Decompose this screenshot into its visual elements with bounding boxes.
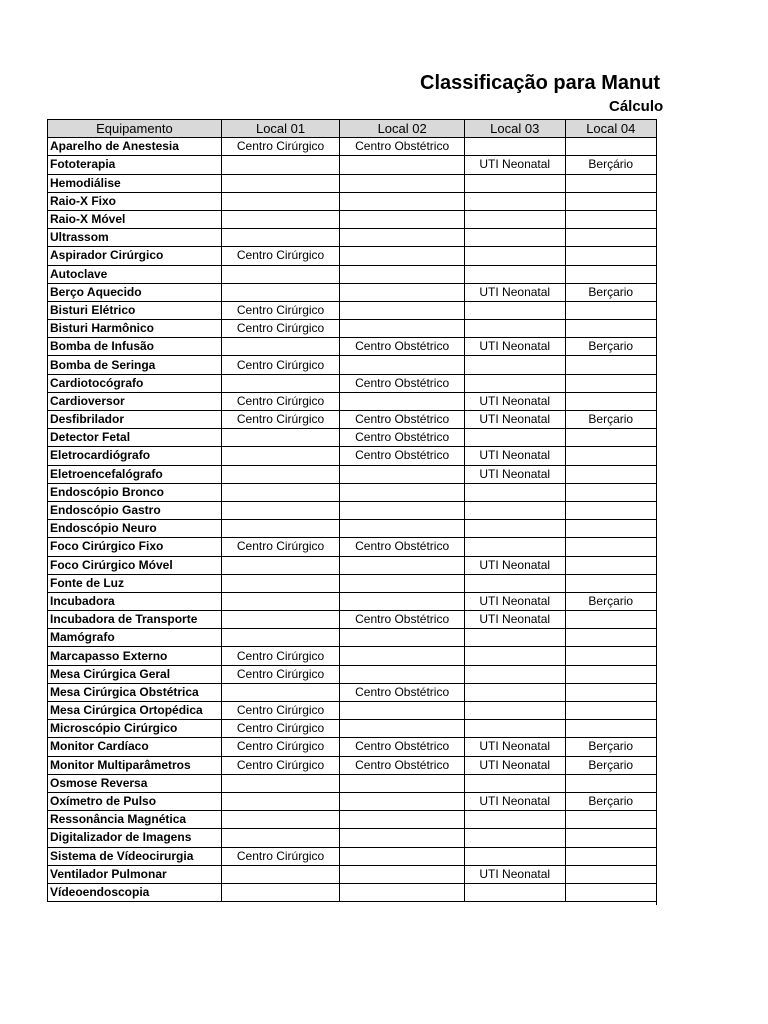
equipment-cell[interactable]: Marcapasso Externo: [48, 647, 222, 665]
page-title: Classificação para Manut: [420, 72, 661, 94]
table-row: [48, 265, 657, 283]
local-cell-04[interactable]: [565, 683, 656, 701]
local-cell-01[interactable]: [221, 574, 340, 592]
equipment-cell[interactable]: Monitor Cardíaco: [48, 738, 222, 756]
local-cell-01[interactable]: [221, 374, 340, 392]
equipment-cell[interactable]: Ressonância Magnética: [48, 811, 222, 829]
local-cell-02[interactable]: Centro Obstétrico: [340, 611, 465, 629]
equipment-cell[interactable]: Fonte de Luz: [48, 574, 222, 592]
local-cell-02[interactable]: [340, 702, 465, 720]
table-row: [48, 665, 657, 683]
local-cell-01[interactable]: Centro Cirúrgico: [221, 702, 340, 720]
local-cell-03[interactable]: [464, 847, 565, 865]
equipment-cell[interactable]: Foco Cirúrgico Móvel: [48, 556, 222, 574]
local-cell-02[interactable]: [340, 283, 465, 301]
local-cell-02[interactable]: Centro Obstétrico: [340, 447, 465, 465]
local-cell-03[interactable]: [464, 647, 565, 665]
equipment-cell[interactable]: Bisturi Harmônico: [48, 320, 222, 338]
local-cell-02[interactable]: [340, 720, 465, 738]
table-header-row: [48, 120, 657, 138]
local-cell-02[interactable]: [340, 520, 465, 538]
local-cell-01[interactable]: Centro Cirúrgico: [221, 647, 340, 665]
equipment-cell[interactable]: Endoscópio Neuro: [48, 520, 222, 538]
local-cell-03[interactable]: UTI Neonatal: [464, 447, 565, 465]
local-cell-03[interactable]: [464, 501, 565, 519]
header-local-01[interactable]: Local 01: [221, 120, 340, 138]
local-cell-04[interactable]: [565, 356, 656, 374]
local-cell-04[interactable]: [565, 720, 656, 738]
local-cell-03[interactable]: [464, 429, 565, 447]
local-cell-03[interactable]: [464, 301, 565, 319]
local-cell-01[interactable]: [221, 265, 340, 283]
local-cell-03[interactable]: [464, 538, 565, 556]
local-cell-02[interactable]: Centro Obstétrico: [340, 411, 465, 429]
local-cell-03[interactable]: [464, 574, 565, 592]
table-row: [48, 138, 657, 156]
equipment-cell[interactable]: Endoscópio Gastro: [48, 501, 222, 519]
local-cell-01[interactable]: [221, 447, 340, 465]
local-cell-03[interactable]: [464, 356, 565, 374]
equipment-cell[interactable]: Raio-X Móvel: [48, 210, 222, 228]
table-row: [48, 247, 657, 265]
local-cell-01[interactable]: Centro Cirúrgico: [221, 738, 340, 756]
table-row: [48, 756, 657, 774]
table-row: [48, 174, 657, 192]
local-cell-02[interactable]: [340, 247, 465, 265]
equipment-cell[interactable]: Cardiotocógrafo: [48, 374, 222, 392]
local-cell-02[interactable]: [340, 665, 465, 683]
local-cell-02[interactable]: [340, 210, 465, 228]
equipment-cell[interactable]: Eletrocardiógrafo: [48, 447, 222, 465]
local-cell-01[interactable]: Centro Cirúrgico: [221, 392, 340, 410]
local-cell-02[interactable]: [340, 265, 465, 283]
local-cell-03[interactable]: UTI Neonatal: [464, 338, 565, 356]
equipment-cell[interactable]: Raio-X Fixo: [48, 192, 222, 210]
local-cell-04[interactable]: [565, 629, 656, 647]
local-cell-03[interactable]: [464, 174, 565, 192]
local-cell-04[interactable]: [565, 556, 656, 574]
local-cell-01[interactable]: [221, 811, 340, 829]
equipment-cell[interactable]: Detector Fetal: [48, 429, 222, 447]
local-cell-02[interactable]: [340, 392, 465, 410]
local-cell-02[interactable]: Centro Obstétrico: [340, 683, 465, 701]
local-cell-04[interactable]: Berçario: [565, 756, 656, 774]
table-row: [48, 392, 657, 410]
table-row: [48, 629, 657, 647]
local-cell-03[interactable]: UTI Neonatal: [464, 556, 565, 574]
local-cell-01[interactable]: [221, 174, 340, 192]
local-cell-04[interactable]: [565, 210, 656, 228]
local-cell-03[interactable]: [464, 665, 565, 683]
equipment-cell[interactable]: Desfibrilador: [48, 411, 222, 429]
header-local-04[interactable]: Local 04: [565, 120, 656, 138]
local-cell-03[interactable]: [464, 483, 565, 501]
local-cell-04[interactable]: Berçario: [565, 283, 656, 301]
table-row: [48, 520, 657, 538]
table-row: [48, 411, 657, 429]
table-row: [48, 338, 657, 356]
local-cell-03[interactable]: [464, 192, 565, 210]
local-cell-04[interactable]: [565, 192, 656, 210]
table-row: [48, 847, 657, 865]
local-cell-02[interactable]: [340, 811, 465, 829]
local-cell-03[interactable]: [464, 265, 565, 283]
local-cell-02[interactable]: Centro Obstétrico: [340, 374, 465, 392]
local-cell-03[interactable]: [464, 720, 565, 738]
local-cell-04[interactable]: Berçario: [565, 411, 656, 429]
table-row: [48, 483, 657, 501]
local-cell-04[interactable]: [565, 811, 656, 829]
local-cell-04[interactable]: [565, 174, 656, 192]
local-cell-03[interactable]: [464, 247, 565, 265]
local-cell-02[interactable]: [340, 174, 465, 192]
table-row: [48, 465, 657, 483]
local-cell-04[interactable]: Berçario: [565, 592, 656, 610]
table-row: [48, 592, 657, 610]
equipment-cell[interactable]: Ventilador Pulmonar: [48, 865, 222, 883]
local-cell-01[interactable]: [221, 556, 340, 574]
local-cell-01[interactable]: Centro Cirúrgico: [221, 720, 340, 738]
local-cell-02[interactable]: [340, 192, 465, 210]
local-cell-01[interactable]: [221, 192, 340, 210]
local-cell-04[interactable]: [565, 374, 656, 392]
equipment-cell[interactable]: Cardioversor: [48, 392, 222, 410]
local-cell-01[interactable]: [221, 501, 340, 519]
local-cell-01[interactable]: [221, 429, 340, 447]
local-cell-01[interactable]: Centro Cirúrgico: [221, 538, 340, 556]
table-body: [48, 138, 657, 902]
local-cell-04[interactable]: [565, 883, 656, 901]
local-cell-01[interactable]: [221, 483, 340, 501]
local-cell-01[interactable]: [221, 283, 340, 301]
local-cell-02[interactable]: Centro Obstétrico: [340, 338, 465, 356]
local-cell-04[interactable]: [565, 647, 656, 665]
local-cell-02[interactable]: [340, 647, 465, 665]
local-cell-02[interactable]: [340, 865, 465, 883]
table-row: [48, 156, 657, 174]
local-cell-04[interactable]: [565, 392, 656, 410]
local-cell-01[interactable]: Centro Cirúrgico: [221, 665, 340, 683]
local-cell-02[interactable]: [340, 829, 465, 847]
local-cell-02[interactable]: [340, 320, 465, 338]
table-row: [48, 720, 657, 738]
equipment-cell[interactable]: Bisturi Elétrico: [48, 301, 222, 319]
equipment-cell[interactable]: Aparelho de Anestesia: [48, 138, 222, 156]
local-cell-03[interactable]: [464, 229, 565, 247]
local-cell-04[interactable]: [565, 538, 656, 556]
table-row: [48, 811, 657, 829]
local-cell-04[interactable]: [565, 447, 656, 465]
table-row: [48, 738, 657, 756]
equipment-cell[interactable]: Monitor Multiparâmetros: [48, 756, 222, 774]
local-cell-04[interactable]: [565, 320, 656, 338]
table-row: [48, 301, 657, 319]
local-cell-03[interactable]: UTI Neonatal: [464, 738, 565, 756]
table-row: [48, 556, 657, 574]
table-row: [48, 829, 657, 847]
table-row: [48, 447, 657, 465]
local-cell-04[interactable]: [565, 520, 656, 538]
local-cell-01[interactable]: [221, 829, 340, 847]
local-cell-04[interactable]: [565, 247, 656, 265]
local-cell-01[interactable]: [221, 592, 340, 610]
local-cell-03[interactable]: UTI Neonatal: [464, 465, 565, 483]
local-cell-04[interactable]: [565, 229, 656, 247]
equipment-table: [47, 119, 657, 902]
local-cell-04[interactable]: [565, 611, 656, 629]
equipment-cell[interactable]: Eletroencefalógrafo: [48, 465, 222, 483]
local-cell-03[interactable]: [464, 210, 565, 228]
local-cell-01[interactable]: [221, 465, 340, 483]
equipment-cell[interactable]: Aspirador Cirúrgico: [48, 247, 222, 265]
local-cell-02[interactable]: [340, 356, 465, 374]
table-row: [48, 229, 657, 247]
equipment-cell[interactable]: Hemodiálise: [48, 174, 222, 192]
page-subtitle: Cálculo: [609, 98, 664, 115]
local-cell-03[interactable]: [464, 883, 565, 901]
table-row: [48, 683, 657, 701]
header-equipamento[interactable]: Equipamento: [48, 120, 222, 138]
local-cell-03[interactable]: [464, 138, 565, 156]
local-cell-03[interactable]: [464, 702, 565, 720]
equipment-cell[interactable]: Fototerapia: [48, 156, 222, 174]
local-cell-03[interactable]: [464, 629, 565, 647]
local-cell-03[interactable]: UTI Neonatal: [464, 865, 565, 883]
local-cell-02[interactable]: Centro Obstétrico: [340, 138, 465, 156]
local-cell-03[interactable]: UTI Neonatal: [464, 592, 565, 610]
local-cell-03[interactable]: UTI Neonatal: [464, 283, 565, 301]
equipment-cell[interactable]: Mesa Cirúrgica Obstétrica: [48, 683, 222, 701]
equipment-cell[interactable]: Microscópio Cirúrgico: [48, 720, 222, 738]
table-row: [48, 320, 657, 338]
local-cell-03[interactable]: UTI Neonatal: [464, 756, 565, 774]
local-cell-02[interactable]: [340, 483, 465, 501]
local-cell-01[interactable]: Centro Cirúrgico: [221, 756, 340, 774]
table-row: [48, 647, 657, 665]
local-cell-02[interactable]: [340, 847, 465, 865]
local-cell-01[interactable]: Centro Cirúrgico: [221, 301, 340, 319]
local-cell-04[interactable]: [565, 847, 656, 865]
local-cell-01[interactable]: [221, 774, 340, 792]
local-cell-04[interactable]: [565, 829, 656, 847]
local-cell-04[interactable]: [565, 702, 656, 720]
local-cell-01[interactable]: Centro Cirúrgico: [221, 356, 340, 374]
equipment-cell[interactable]: Vídeoendoscopia: [48, 883, 222, 901]
equipment-cell[interactable]: Mesa Cirúrgica Ortopédica: [48, 702, 222, 720]
local-cell-03[interactable]: UTI Neonatal: [464, 792, 565, 810]
local-cell-04[interactable]: Berçário: [565, 156, 656, 174]
table-row: [48, 356, 657, 374]
local-cell-03[interactable]: [464, 683, 565, 701]
local-cell-03[interactable]: [464, 374, 565, 392]
local-cell-04[interactable]: [565, 138, 656, 156]
local-cell-01[interactable]: [221, 229, 340, 247]
table-right-border: [656, 119, 657, 905]
local-cell-03[interactable]: [464, 829, 565, 847]
table-row: [48, 574, 657, 592]
equipment-cell[interactable]: Endoscópio Bronco: [48, 483, 222, 501]
equipment-cell[interactable]: Berço Aquecido: [48, 283, 222, 301]
local-cell-04[interactable]: Berçario: [565, 738, 656, 756]
local-cell-01[interactable]: [221, 792, 340, 810]
equipment-cell[interactable]: Incubadora: [48, 592, 222, 610]
local-cell-04[interactable]: [565, 774, 656, 792]
equipment-cell[interactable]: Ultrassom: [48, 229, 222, 247]
local-cell-04[interactable]: [565, 265, 656, 283]
table-row: [48, 702, 657, 720]
local-cell-02[interactable]: [340, 556, 465, 574]
equipment-cell[interactable]: Autoclave: [48, 265, 222, 283]
local-cell-04[interactable]: Berçario: [565, 792, 656, 810]
local-cell-03[interactable]: [464, 520, 565, 538]
local-cell-02[interactable]: [340, 156, 465, 174]
local-cell-01[interactable]: Centro Cirúrgico: [221, 247, 340, 265]
equipment-cell[interactable]: Bomba de Seringa: [48, 356, 222, 374]
local-cell-04[interactable]: [565, 574, 656, 592]
local-cell-02[interactable]: [340, 574, 465, 592]
table-row: [48, 865, 657, 883]
equipment-cell[interactable]: Sistema de Vídeocirurgia: [48, 847, 222, 865]
equipment-cell[interactable]: Foco Cirúrgico Fixo: [48, 538, 222, 556]
table-row: [48, 210, 657, 228]
local-cell-02[interactable]: [340, 465, 465, 483]
local-cell-01[interactable]: Centro Cirúrgico: [221, 847, 340, 865]
local-cell-03[interactable]: UTI Neonatal: [464, 392, 565, 410]
local-cell-02[interactable]: [340, 301, 465, 319]
equipment-cell[interactable]: Osmose Reversa: [48, 774, 222, 792]
local-cell-01[interactable]: [221, 520, 340, 538]
local-cell-01[interactable]: [221, 629, 340, 647]
header-local-02[interactable]: Local 02: [340, 120, 465, 138]
local-cell-02[interactable]: [340, 501, 465, 519]
local-cell-03[interactable]: [464, 774, 565, 792]
local-cell-01[interactable]: [221, 683, 340, 701]
header-local-03[interactable]: Local 03: [464, 120, 565, 138]
equipment-cell[interactable]: Digitalizador de Imagens: [48, 829, 222, 847]
local-cell-04[interactable]: [565, 301, 656, 319]
table-row: [48, 774, 657, 792]
local-cell-02[interactable]: Centro Obstétrico: [340, 429, 465, 447]
local-cell-01[interactable]: [221, 611, 340, 629]
local-cell-04[interactable]: Berçario: [565, 338, 656, 356]
local-cell-03[interactable]: UTI Neonatal: [464, 611, 565, 629]
local-cell-04[interactable]: [565, 665, 656, 683]
table-row: [48, 611, 657, 629]
table-row: [48, 374, 657, 392]
local-cell-03[interactable]: UTI Neonatal: [464, 411, 565, 429]
local-cell-03[interactable]: UTI Neonatal: [464, 156, 565, 174]
local-cell-03[interactable]: [464, 811, 565, 829]
table-row: [48, 429, 657, 447]
local-cell-02[interactable]: [340, 592, 465, 610]
local-cell-04[interactable]: [565, 501, 656, 519]
local-cell-01[interactable]: [221, 883, 340, 901]
local-cell-02[interactable]: Centro Obstétrico: [340, 538, 465, 556]
local-cell-02[interactable]: [340, 629, 465, 647]
local-cell-03[interactable]: [464, 320, 565, 338]
local-cell-02[interactable]: [340, 792, 465, 810]
local-cell-04[interactable]: [565, 483, 656, 501]
local-cell-02[interactable]: [340, 229, 465, 247]
equipment-cell[interactable]: Mesa Cirúrgica Geral: [48, 665, 222, 683]
local-cell-02[interactable]: Centro Obstétrico: [340, 756, 465, 774]
table-row: [48, 192, 657, 210]
local-cell-02[interactable]: [340, 774, 465, 792]
local-cell-01[interactable]: Centro Cirúrgico: [221, 138, 340, 156]
equipment-cell[interactable]: Oxímetro de Pulso: [48, 792, 222, 810]
local-cell-04[interactable]: [565, 429, 656, 447]
table-row: [48, 883, 657, 901]
equipment-cell[interactable]: Mamógrafo: [48, 629, 222, 647]
local-cell-01[interactable]: [221, 865, 340, 883]
table-row: [48, 283, 657, 301]
local-cell-04[interactable]: [565, 865, 656, 883]
table-row: [48, 538, 657, 556]
local-cell-04[interactable]: [565, 465, 656, 483]
local-cell-01[interactable]: [221, 156, 340, 174]
equipment-cell[interactable]: Incubadora de Transporte: [48, 611, 222, 629]
table-row: [48, 501, 657, 519]
local-cell-02[interactable]: Centro Obstétrico: [340, 738, 465, 756]
table-row: [48, 792, 657, 810]
local-cell-01[interactable]: [221, 338, 340, 356]
local-cell-01[interactable]: Centro Cirúrgico: [221, 320, 340, 338]
local-cell-02[interactable]: [340, 883, 465, 901]
local-cell-01[interactable]: [221, 210, 340, 228]
local-cell-01[interactable]: Centro Cirúrgico: [221, 411, 340, 429]
equipment-cell[interactable]: Bomba de Infusão: [48, 338, 222, 356]
